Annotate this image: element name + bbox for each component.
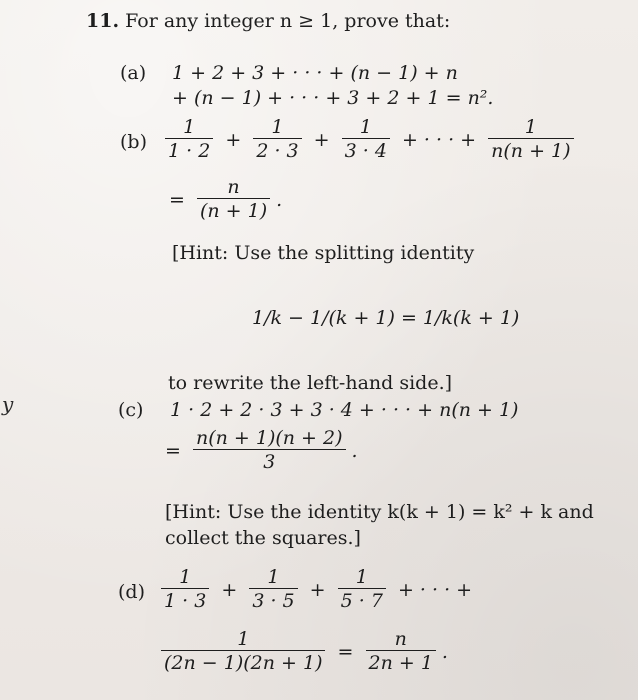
part-d-ellipsis: + · · · + (397, 578, 473, 601)
part-c-result-fraction: $\frac{n(n + 1)(n + 2)}{3}$ (193, 427, 346, 474)
part-c-label: (c) (118, 399, 144, 421)
part-a-line2: + (n − 1) + · · · + 3 + 2 + 1 = n². (172, 87, 494, 109)
part-b-term-2: $\frac{1}{2 \cdot 3}$ (253, 116, 301, 163)
part-a-label: (a) (120, 62, 147, 84)
part-b-result: = $\frac{n}{(n + 1)}$ . (169, 176, 283, 222)
part-d-term-2: $\frac{1}{3 \cdot 5}$ (249, 566, 297, 613)
part-b-result-fraction: $\frac{n}{(n + 1)}$ (197, 176, 270, 223)
part-b-term-1: $\frac{1}{1 \cdot 2}$ (165, 116, 213, 163)
problem-number: 11. (86, 10, 120, 32)
part-b-term-3: $\frac{1}{3 \cdot 4}$ (342, 116, 390, 163)
problem-statement: For any integer n ≥ 1, prove that: (125, 10, 451, 32)
part-c-hint-line2: collect the squares.] (165, 527, 361, 549)
part-d-term-3: $\frac{1}{5 \cdot 7}$ (338, 566, 386, 613)
part-d-result-fraction: $\frac{n}{2n + 1}$ (366, 628, 436, 675)
part-c-result: = $\frac{n(n + 1)(n + 2)}{3}$ . (165, 427, 358, 473)
part-b-hint-intro: [Hint: Use the splitting identity (172, 242, 475, 264)
part-c-hint-line1: [Hint: Use the identity k(k + 1) = k² + k and (165, 501, 594, 523)
part-d-term-1: $\frac{1}{1 \cdot 3}$ (161, 566, 209, 613)
part-d-result: $\frac{1}{(2n - 1)(2n + 1)}$ = $\frac{n}{2n + 1}$ . (158, 628, 451, 675)
part-b-label: (b) (120, 131, 147, 153)
part-d-label: (d) (118, 581, 145, 603)
part-a-line1: 1 + 2 + 3 + · · · + (n − 1) + n (172, 62, 458, 84)
part-d-term-last: $\frac{1}{(2n - 1)(2n + 1)}$ (161, 628, 325, 675)
part-b-ellipsis: + · · · + (401, 128, 477, 151)
part-b-identity: 1/k − 1/(k + 1) = 1/k(k + 1) (252, 307, 520, 329)
part-d-sum: $\frac{1}{1 \cdot 3}$ + $\frac{1}{3 \cdot 5}$ + $\frac{1}{5 \cdot 7}$ + · · · + (158, 566, 475, 613)
part-b-term-last: $\frac{1}{n(n + 1)}$ (488, 116, 573, 163)
margin-mark: y (2, 392, 14, 416)
part-b-sum: $\frac{1}{1 \cdot 2}$ + $\frac{1}{2 \cdot 3}$ + $\frac{1}{3 \cdot 4}$ + · · · + $\frac{1}{n(n + 1)}$ (162, 116, 577, 163)
part-c-line1: 1 · 2 + 2 · 3 + 3 · 4 + · · · + n(n + 1) (170, 399, 519, 421)
problem-header (86, 9, 450, 33)
part-b-hint-outro: to rewrite the left-hand side.] (168, 372, 453, 394)
